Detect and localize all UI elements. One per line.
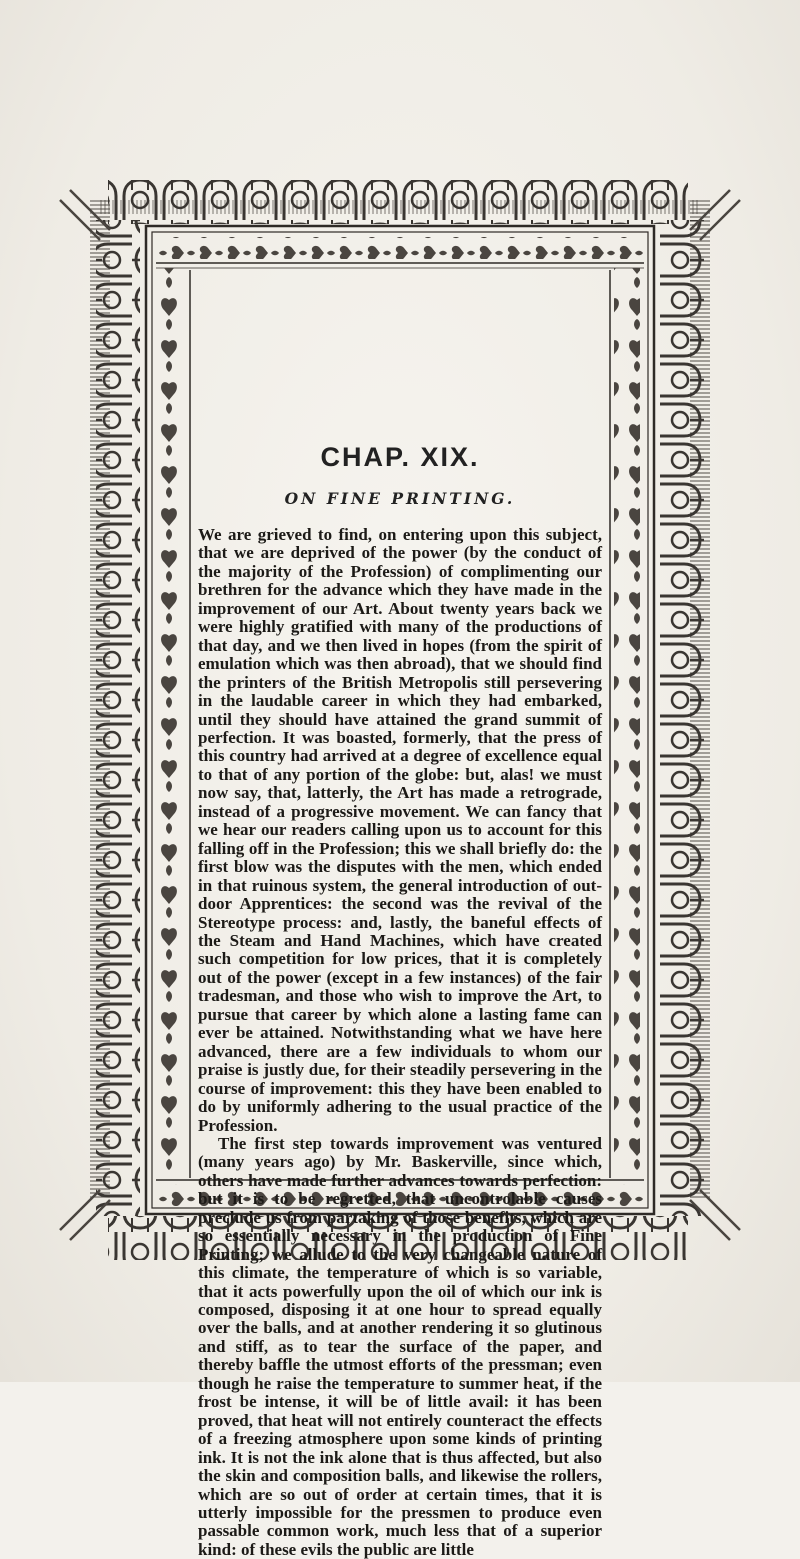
paragraph-2: The first step towards improvement was ventured (many years ago) by Mr. Baskerville, since which, others have made further advances towards perfection: but it is to be regretted, that uncontrolable causes preclude us from partaking of those benefits, which are so essentially necessary in the production of Fine Printing; we allude to the very changeable nature of this climate, the temperature of which is so variable, that it acts powerfully upon the oil of which our ink is composed, disposing it at one hour to spread equally over the balls, and at another rendering it so glutinous and stiff, as to tear the surface of the paper, and thereby baffle the utmost efforts of the pressman; even though he raise the temperature to summer heat, if the frost be intense, it will be of little avail: it has been proved, that heat will not entirely counteract the effects of a freezing atmosphere upon some kinds of printing ink. It is not the ink alone that is thus affected, but also the skin and composition balls, and likewise the rollers, which are so out of order at certain times, that it is utterly impossible for the pressmen to produce even passable common work, much less that of a superior kind: of these evils the public are little [198,1133,602,1559]
body-text [198,526,602,1559]
chapter-subtitle: ON FINE PRINTING. [284,489,516,508]
text-block [198,258,602,1559]
paragraph-1: We are grieved to find, on entering upon this subject, that we are deprived of the power (by the conduct of the majority of the Profession) of complimenting our brethren for the advance which they have made in the improvement of our Art. About twenty years back we were highly gratified with many of the productions of that day, and we then lived in hopes (from the spirit of emulation which was then abroad), that we should find the printers of the British Metropolis still persevering in the laudable career in which they had embarked, until they should have attained the grand summit of perfection. It was boasted, formerly, that the press of this country had arrived at a degree of excellence equal to that of any portion of the globe: but, alas! we must now say, that, latterly, the Art has made a retrograde, instead of a progressive movement. We can fancy that we hear our readers calling upon us to account for this falling off in the Profession; this we shall briefly do: the first blow was the disputes with the men, which ended in that ruinous system, the general introduction of out-door Apprentices: the second was the revival of the Stereotype process: and, lastly, the baneful effects of the Steam and Hand Machines, which have created such competition for low prices, that it is completely out of the power (except in a few instances) of the fair tradesman, and those who wish to improve the Art, to pursue that career by which alone a lasting fame can ever be attained. Notwithstanding what we have here advanced, there are a few individuals to whom our praise is justly due, for their steadily persevering in the course of improvement: this they have been enabled to do by uniformly adhering to the usual practice of the Profession. [198,525,602,1135]
chapter-title: CHAP. XIX. [320,442,480,472]
